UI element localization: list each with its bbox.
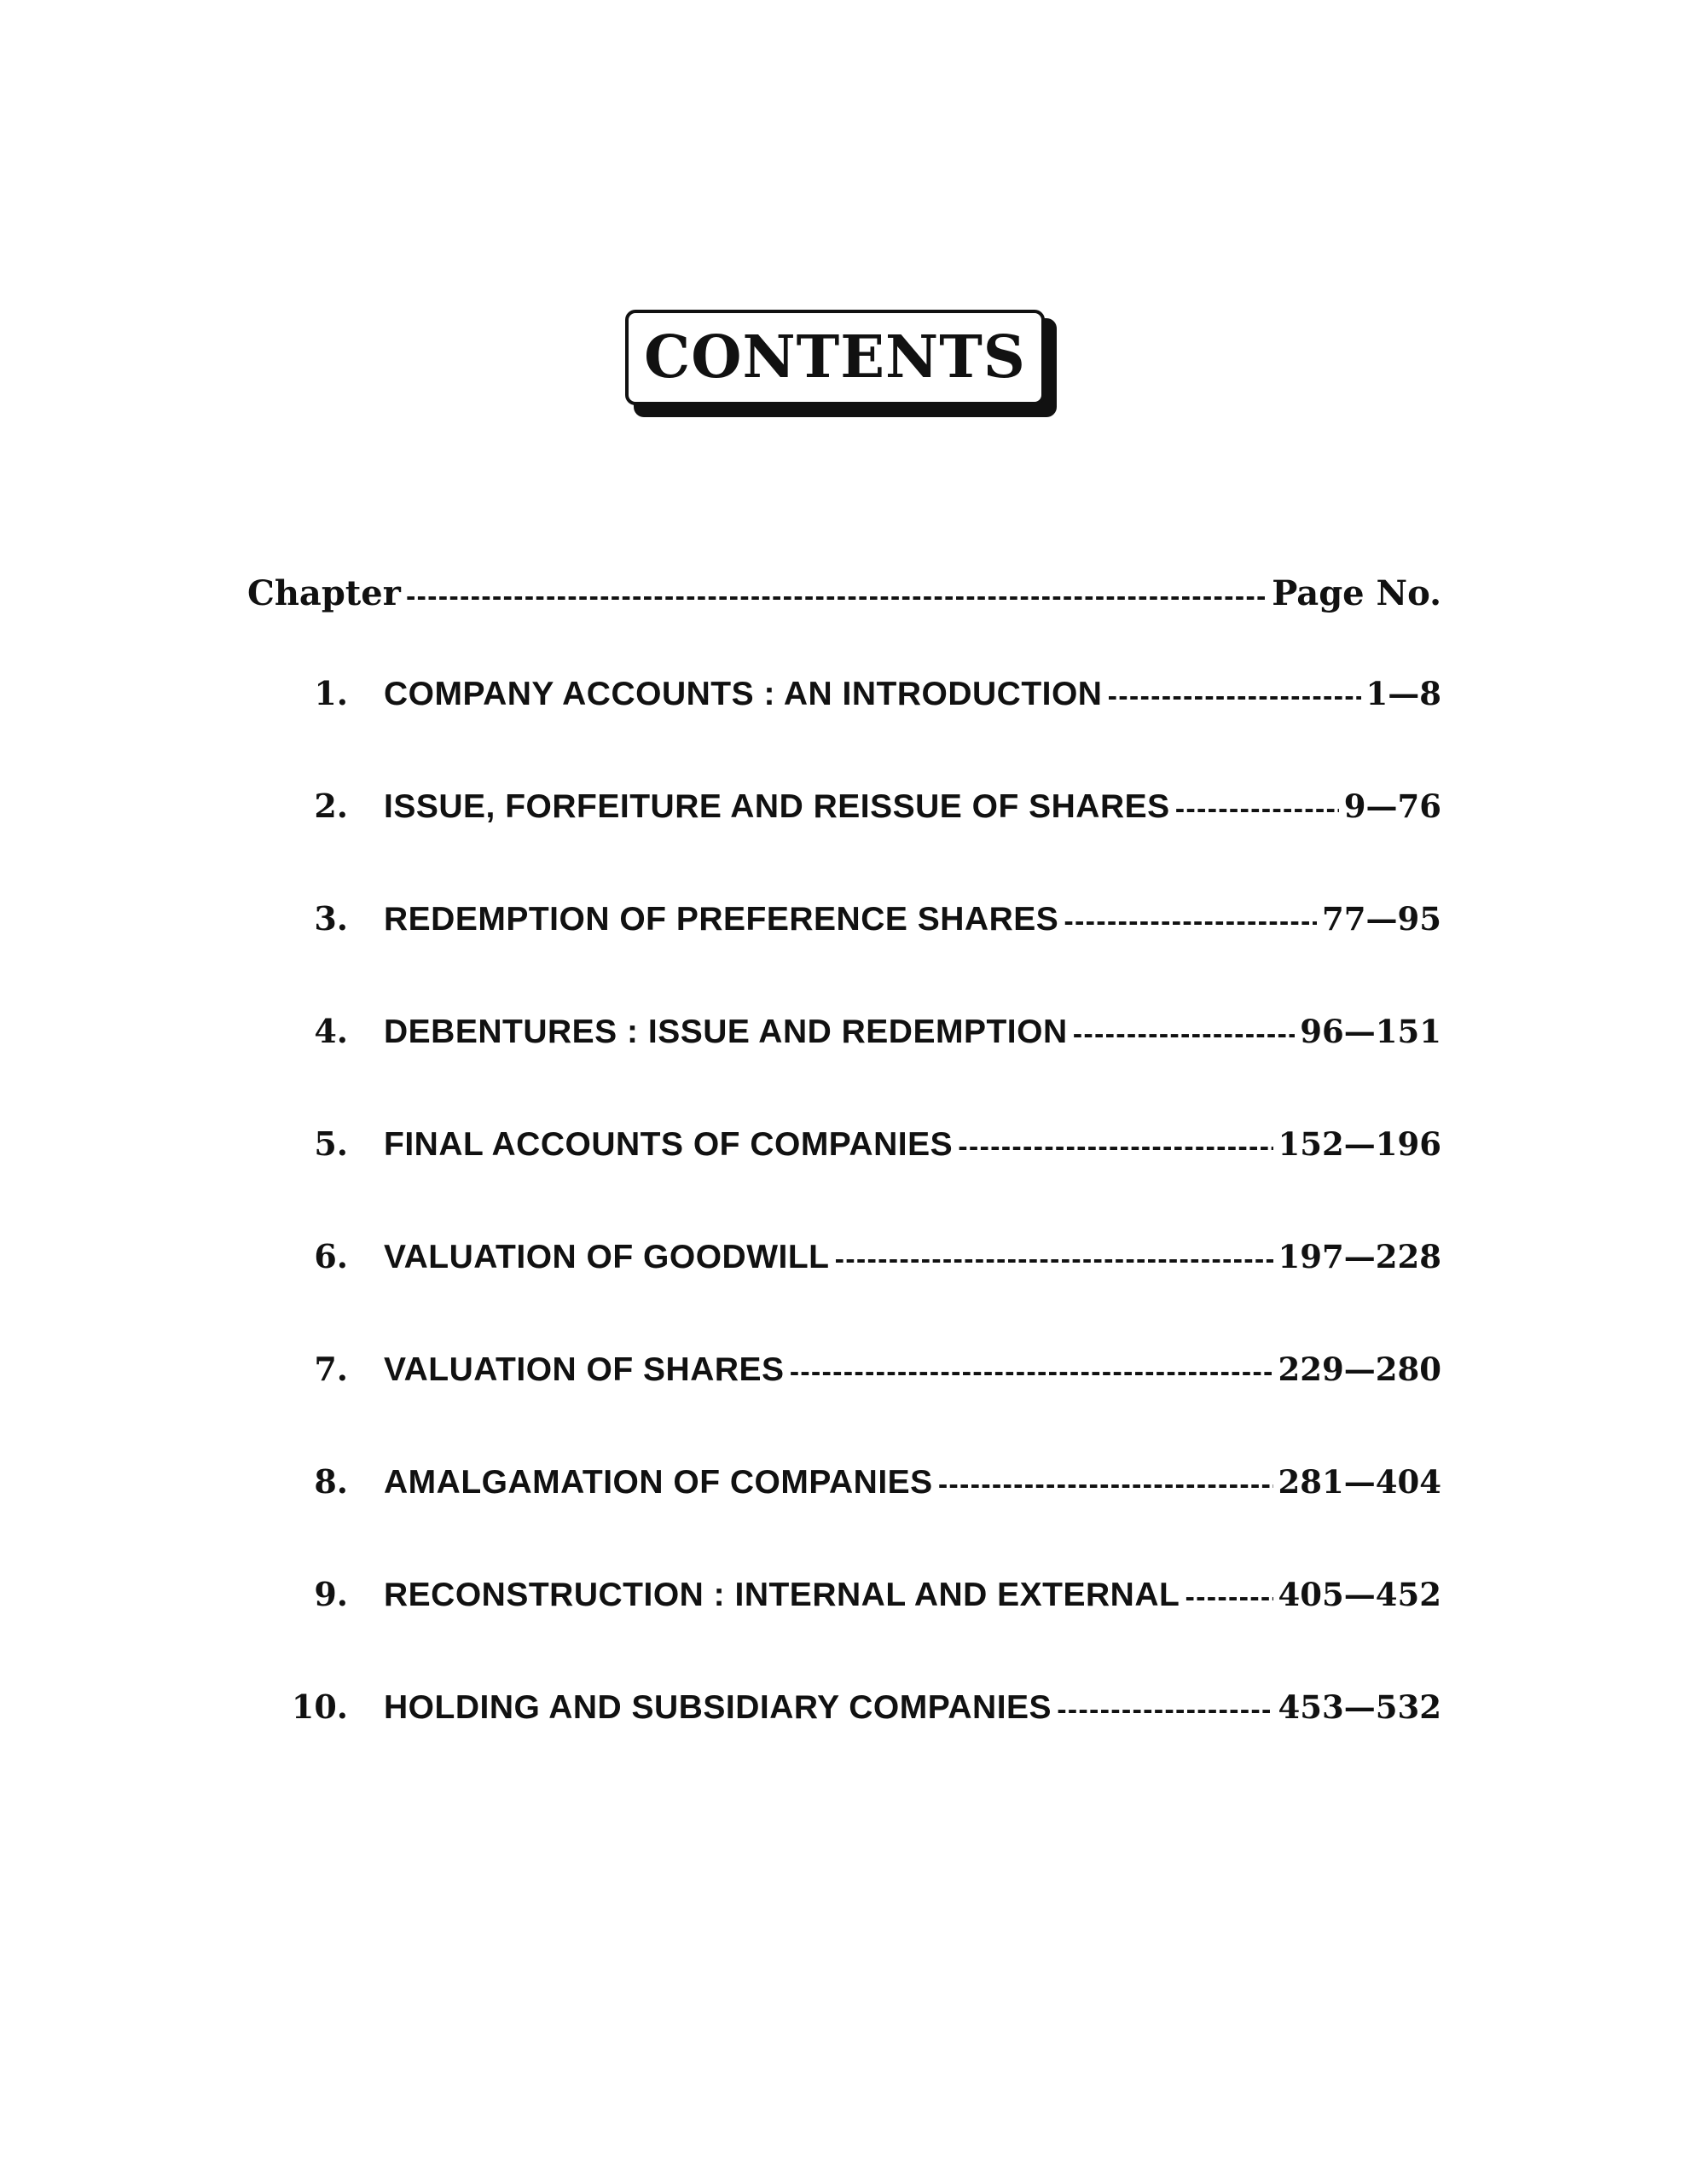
chapter-number: 1.	[314, 674, 348, 712]
chapter-list	[256, 674, 1441, 1800]
chapter-entry	[256, 1237, 1441, 1350]
page-title: CONTENTS	[644, 323, 1026, 392]
chapter-title: REDEMPTION OF PREFERENCE SHARES	[384, 901, 1059, 938]
chapter-number: 7.	[314, 1350, 348, 1388]
chapter-title: RECONSTRUCTION : INTERNAL AND EXTERNAL	[384, 1577, 1180, 1613]
chapter-title: VALUATION OF GOODWILL	[384, 1239, 830, 1275]
dotted-leader	[1064, 908, 1317, 936]
dotted-leader	[835, 1246, 1273, 1274]
dotted-leader	[406, 583, 1267, 611]
chapter-entry	[256, 1462, 1441, 1575]
chapter-page-range: 281—404	[1278, 1463, 1441, 1501]
page-number-column-label: Page No.	[1272, 573, 1441, 613]
dotted-leader	[1107, 682, 1360, 711]
chapter-page-range: 405—452	[1278, 1576, 1441, 1613]
chapter-title: HOLDING AND SUBSIDIARY COMPANIES	[384, 1689, 1052, 1726]
chapter-page-range: 197—228	[1278, 1238, 1441, 1275]
chapter-number: 8.	[314, 1462, 348, 1501]
chapter-column-label: Chapter	[247, 573, 401, 613]
chapter-entry	[256, 674, 1441, 787]
chapter-number: 10.	[291, 1687, 348, 1726]
dotted-leader	[938, 1471, 1273, 1499]
chapter-entry	[256, 1687, 1441, 1800]
dotted-leader	[1175, 795, 1339, 823]
title-box	[625, 310, 1052, 412]
chapter-entry	[256, 899, 1441, 1012]
dotted-leader	[1073, 1020, 1296, 1048]
chapter-title: DEBENTURES : ISSUE AND REDEMPTION	[384, 1014, 1068, 1050]
chapter-number: 6.	[314, 1237, 348, 1275]
chapter-title: AMALGAMATION OF COMPANIES	[384, 1464, 933, 1501]
chapter-entry	[256, 1012, 1441, 1124]
chapter-title: FINAL ACCOUNTS OF COMPANIES	[384, 1126, 954, 1163]
chapter-title: ISSUE, FORFEITURE AND REISSUE OF SHARES	[384, 788, 1170, 825]
chapter-number: 9.	[314, 1575, 348, 1613]
chapter-page-range: 229—280	[1278, 1350, 1441, 1388]
chapter-entry	[256, 1350, 1441, 1462]
dotted-leader	[1057, 1696, 1272, 1724]
chapter-title: VALUATION OF SHARES	[384, 1351, 785, 1388]
chapter-entry	[256, 1124, 1441, 1237]
chapter-page-range: 152—196	[1278, 1125, 1441, 1163]
chapter-page-range: 9—76	[1343, 787, 1441, 825]
dotted-leader	[1185, 1583, 1272, 1612]
chapter-entry	[256, 787, 1441, 899]
chapter-entry	[256, 1575, 1441, 1687]
chapter-number: 3.	[314, 899, 348, 938]
chapter-page-range: 96—151	[1300, 1013, 1441, 1050]
contents-header-row	[247, 573, 1441, 624]
chapter-page-range: 1—8	[1365, 675, 1441, 712]
dotted-leader	[790, 1358, 1273, 1386]
chapter-page-range: 77—95	[1322, 900, 1441, 938]
chapter-number: 4.	[314, 1012, 348, 1050]
title-box-frame	[625, 310, 1045, 405]
chapter-title: COMPANY ACCOUNTS : AN INTRODUCTION	[384, 676, 1103, 712]
dotted-leader	[958, 1133, 1272, 1161]
chapter-number: 5.	[314, 1124, 348, 1163]
chapter-page-range: 453—532	[1278, 1688, 1441, 1726]
chapter-number: 2.	[314, 787, 348, 825]
